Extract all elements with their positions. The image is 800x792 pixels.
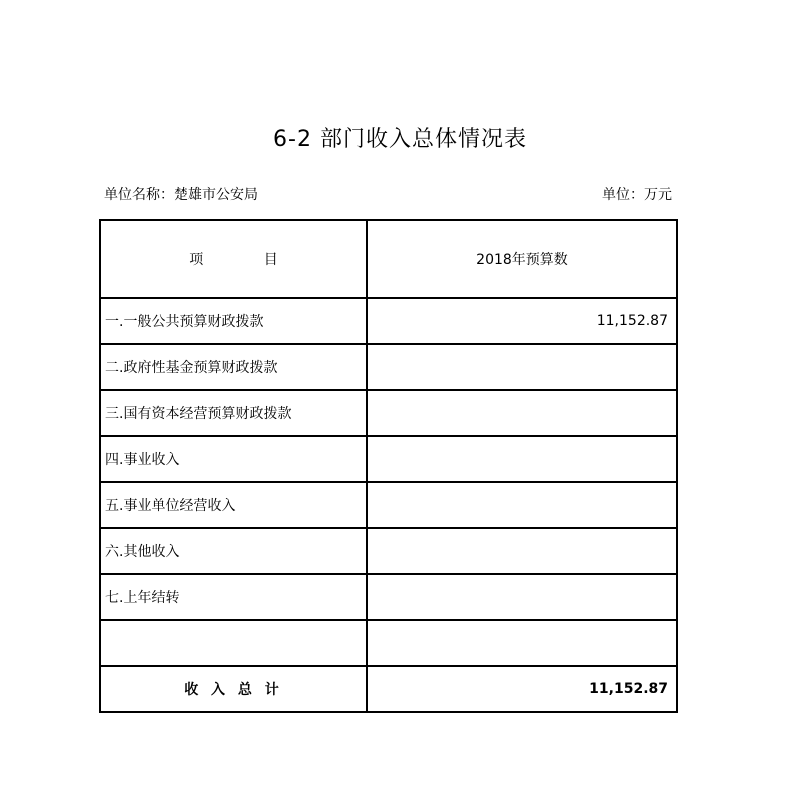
total-value: 11,152.87	[367, 666, 677, 712]
row-value	[367, 528, 677, 574]
header-budget: 2018年预算数	[367, 220, 677, 298]
header-item: 项 目	[100, 220, 367, 298]
row-value	[367, 482, 677, 528]
table-row	[100, 436, 677, 482]
row-label: 一.一般公共预算财政拨款	[100, 298, 367, 344]
row-label: 四.事业收入	[100, 436, 367, 482]
row-value	[367, 574, 677, 620]
total-label: 收 入 总 计	[100, 666, 367, 712]
table-row	[100, 390, 677, 436]
row-value	[367, 620, 677, 666]
row-value	[367, 390, 677, 436]
row-label: 六.其他收入	[100, 528, 367, 574]
table-header-row	[100, 220, 677, 298]
table-row	[100, 298, 677, 344]
table-row	[100, 344, 677, 390]
row-value	[367, 436, 677, 482]
row-label: 七.上年结转	[100, 574, 367, 620]
table-row	[100, 528, 677, 574]
table-row-empty	[100, 620, 677, 666]
total-row	[100, 666, 677, 712]
page-title: 6-2 部门收入总体情况表	[273, 127, 527, 152]
row-label: 三.国有资本经营预算财政拨款	[100, 390, 367, 436]
unit-name: 单位名称：楚雄市公安局	[104, 187, 258, 203]
row-value: 11,152.87	[367, 298, 677, 344]
table-row	[100, 482, 677, 528]
table-row	[100, 574, 677, 620]
unit-of-measure: 单位：万元	[602, 187, 672, 203]
income-table	[99, 219, 678, 713]
row-value	[367, 344, 677, 390]
row-label: 五.事业单位经营收入	[100, 482, 367, 528]
row-label: 二.政府性基金预算财政拨款	[100, 344, 367, 390]
row-label	[100, 620, 367, 666]
